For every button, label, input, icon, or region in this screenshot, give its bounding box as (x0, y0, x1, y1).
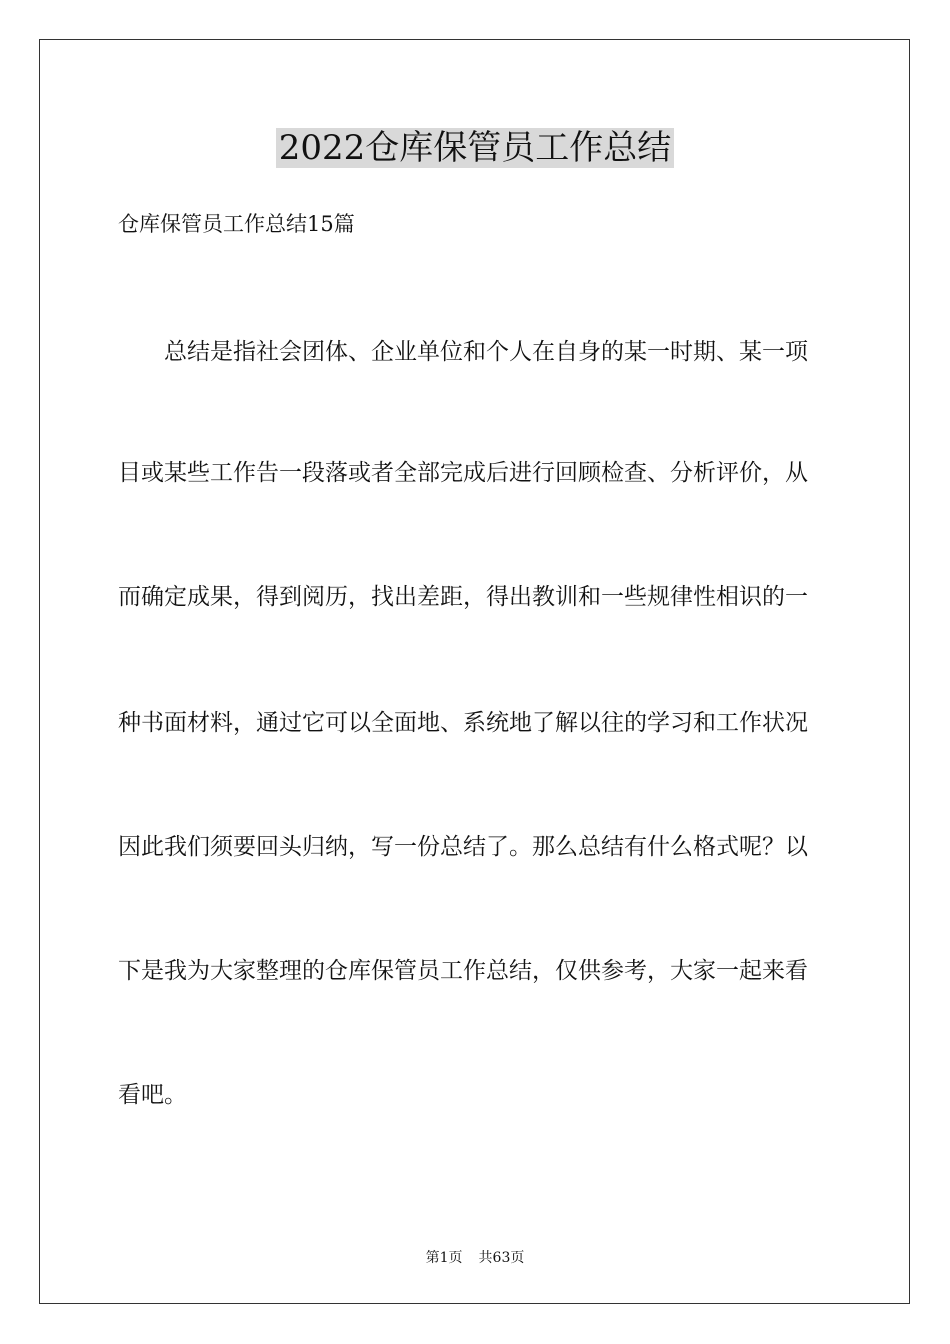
paragraph-line-3: 而确定成果，得到阅历，找出差距，得出教训和一些规律性相识的一 (118, 584, 808, 610)
paragraph-line-7: 看吧。 (118, 1082, 187, 1108)
document-title-text: 2022仓库保管员工作总结 (276, 128, 675, 168)
paragraph-line-1: 总结是指社会团体、企业单位和个人在自身的某一时期、某一项 (118, 339, 808, 365)
document-subtitle: 仓库保管员工作总结15篇 (118, 212, 355, 236)
total-pages: 共63页 (478, 1250, 525, 1266)
document-title (0, 122, 950, 174)
paragraph-line-5: 因此我们须要回头归纳，写一份总结了。那么总结有什么格式呢？以 (118, 834, 808, 860)
paragraph-line-2: 目或某些工作告一段落或者全部完成后进行回顾检查、分析评价，从 (118, 460, 808, 486)
page-footer (0, 1248, 950, 1268)
paragraph-line-4: 种书面材料，通过它可以全面地、系统地了解以往的学习和工作状况 (118, 710, 808, 736)
paragraph-line-6: 下是我为大家整理的仓库保管员工作总结，仅供参考，大家一起来看 (118, 958, 808, 984)
current-page-number: 第1页 (425, 1250, 463, 1266)
